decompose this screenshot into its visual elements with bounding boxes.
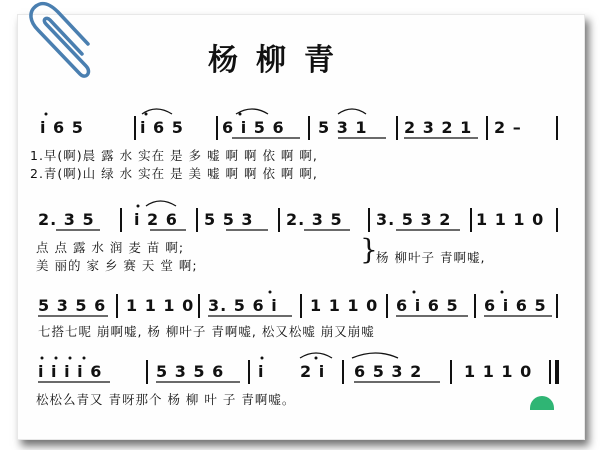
slur-mark: [146, 201, 176, 206]
octave-dot: [137, 205, 140, 208]
lyric-line: 松松么青又 青呀那个 杨 柳 叶 子 青啊嘘。: [36, 392, 296, 407]
measure-notes: 2 –: [494, 118, 522, 137]
measure-notes: 1 1 1 0: [310, 296, 379, 315]
lyric-line: 1.早(啊)晨 露 水 实在 是 多 嘘 啊 啊 依 啊 啊,: [30, 148, 318, 163]
measure-notes: i: [258, 362, 265, 381]
slur-mark: [352, 353, 398, 358]
measure-notes: 5 3 5 6: [156, 362, 225, 381]
lyric-line: 美 丽的 家 乡 赛 天 堂 啊;: [36, 258, 198, 273]
octave-dot: [501, 291, 504, 294]
measure-notes: 6 i 6 5: [396, 296, 459, 315]
measure-notes: 1 1 1 0: [464, 362, 533, 381]
measure-notes: i i i i 6: [38, 362, 103, 381]
measure-notes: 3. 5 6 i: [208, 296, 278, 315]
measure-notes: 2 i: [300, 362, 326, 381]
lyric-line: 2.青(啊)山 绿 水 实在 是 美 嘘 啊 啊 依 啊 啊,: [30, 166, 318, 181]
octave-dot: [269, 291, 272, 294]
measure-notes: 2 3 2 1: [404, 118, 473, 137]
measure-notes: 6 i 6 5: [484, 296, 547, 315]
measure-notes: 6 5 3 2: [354, 362, 423, 381]
lyric-line: 点 点 露 水 润 麦 苗 啊;: [36, 240, 185, 255]
measure-notes: 2. 3 5: [38, 210, 95, 229]
measure-notes: i 2 6: [134, 210, 178, 229]
measure-notes: i 6 5: [140, 118, 184, 137]
lyric-line: 杨 柳叶子 青啊嘘,: [376, 250, 486, 265]
octave-dot: [41, 357, 44, 360]
slur-mark: [338, 109, 366, 114]
octave-dot: [83, 357, 86, 360]
measure-notes: 5 3 5 6: [38, 296, 107, 315]
octave-dot: [69, 357, 72, 360]
measure-notes: 5 3 1: [318, 118, 368, 137]
octave-dot: [145, 113, 148, 116]
measure-notes: 1 1 1 0: [126, 296, 195, 315]
lyric-line: 七搭七呢 崩啊嘘, 杨 柳叶子 青啊嘘, 松又松嘘 崩又崩嘘: [38, 324, 375, 339]
octave-dot: [55, 357, 58, 360]
measure-notes: 2. 3 5: [286, 210, 343, 229]
measure-notes: 5 5 3: [204, 210, 254, 229]
measure-notes: i 6 5: [40, 118, 84, 137]
measure-notes: 6 i 5 6: [222, 118, 285, 137]
song-title: 杨柳青: [208, 43, 352, 78]
octave-dot: [413, 291, 416, 294]
octave-dot: [261, 357, 264, 360]
measure-notes: 3. 5 3 2: [376, 210, 452, 229]
octave-dot: [45, 113, 48, 116]
measure-notes: 1 1 1 0: [476, 210, 545, 229]
octave-dot: [315, 357, 318, 360]
brace-symbol: }: [360, 233, 378, 266]
octave-dot: [239, 113, 242, 116]
